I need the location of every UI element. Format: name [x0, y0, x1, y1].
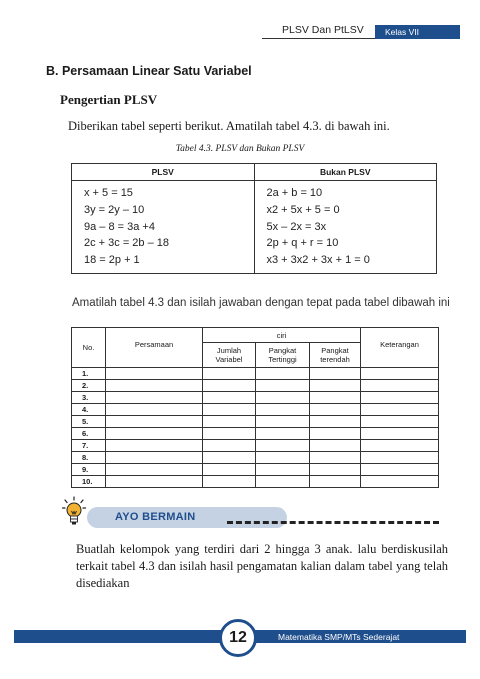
bukan-plsv-equation: 2p + q + r = 10 — [266, 237, 339, 250]
col-pangkat-terendah: Pangkat terendah — [310, 343, 361, 368]
answer-cell[interactable] — [203, 428, 256, 440]
answer-cell[interactable] — [361, 440, 439, 452]
answer-cell[interactable] — [310, 440, 361, 452]
answer-cell[interactable] — [203, 380, 256, 392]
row-number: 6. — [72, 428, 106, 440]
answer-cell[interactable] — [361, 416, 439, 428]
answer-cell[interactable] — [361, 428, 439, 440]
answer-cell[interactable] — [106, 476, 203, 488]
plsv-equation: 3y = 2y – 10 — [84, 203, 145, 216]
bukan-plsv-header: Bukan PLSV — [254, 164, 437, 181]
row-number: 4. — [72, 404, 106, 416]
bukan-plsv-equation: 2a + b = 10 — [266, 187, 323, 199]
row-number: 1. — [72, 368, 106, 380]
answer-cell[interactable] — [106, 440, 203, 452]
answer-cell[interactable] — [310, 416, 361, 428]
answer-cell[interactable] — [361, 368, 439, 380]
answer-cell[interactable] — [106, 428, 203, 440]
answer-cell[interactable] — [310, 464, 361, 476]
row-number: 10. — [72, 476, 106, 488]
col-keterangan: Keterangan — [361, 328, 439, 368]
col-jumlah-variabel: Jumlah Variabel — [203, 343, 256, 368]
table-row — [72, 392, 439, 404]
bukan-plsv-equation: x2 + 5x + 5 = 0 — [266, 203, 340, 216]
bukan-plsv-equation: 5x – 2x = 3x — [266, 220, 327, 233]
plsv-equation: x + 5 = 15 — [84, 187, 133, 199]
bukan-plsv-equation: x3 + 3x2 + 3x + 1 = 0 — [266, 254, 370, 267]
answer-cell[interactable] — [361, 452, 439, 464]
table-row — [72, 452, 439, 464]
answer-cell[interactable] — [203, 368, 256, 380]
answer-cell[interactable] — [256, 416, 310, 428]
answer-cell[interactable] — [256, 452, 310, 464]
answer-cell[interactable] — [256, 440, 310, 452]
answer-cell[interactable] — [310, 476, 361, 488]
lightbulb-icon — [62, 496, 86, 528]
answer-cell[interactable] — [361, 380, 439, 392]
answer-cell[interactable] — [203, 404, 256, 416]
intro-paragraph: Diberikan tabel seperti berikut. Amatilah tabel 4.3. di bawah ini. — [68, 119, 390, 133]
page-header — [0, 22, 480, 42]
answer-cell[interactable] — [310, 380, 361, 392]
answer-cell[interactable] — [203, 476, 256, 488]
row-number: 2. — [72, 380, 106, 392]
plsv-equation: 9a – 8 = 3a +4 — [84, 220, 155, 233]
plsv-list — [72, 181, 255, 274]
page-number: 12 — [219, 619, 257, 657]
answer-cell[interactable] — [256, 380, 310, 392]
plsv-equation: 18 = 2p + 1 — [84, 254, 140, 267]
ayo-bermain-banner — [62, 496, 442, 534]
table-row — [72, 380, 439, 392]
table-row — [72, 476, 439, 488]
col-no: No. — [72, 328, 106, 368]
table-caption: Tabel 4.3. PLSV dan Bukan PLSV — [175, 144, 305, 154]
answer-cell[interactable] — [361, 476, 439, 488]
answer-cell[interactable] — [106, 404, 203, 416]
answer-cell[interactable] — [256, 428, 310, 440]
section-title: B. Persamaan Linear Satu Variabel — [46, 64, 252, 78]
answer-cell[interactable] — [310, 404, 361, 416]
col-persamaan: Persamaan — [106, 328, 203, 368]
answer-cell[interactable] — [256, 404, 310, 416]
table-row — [72, 416, 439, 428]
table-row — [72, 404, 439, 416]
answer-cell[interactable] — [256, 368, 310, 380]
bukan-plsv-list — [254, 181, 437, 274]
answer-cell[interactable] — [203, 452, 256, 464]
answer-cell[interactable] — [256, 464, 310, 476]
plsv-equation: 2c + 3c = 2b – 18 — [84, 237, 170, 250]
answer-cell[interactable] — [361, 392, 439, 404]
answer-cell[interactable] — [310, 368, 361, 380]
plsv-table — [71, 163, 437, 274]
answer-cell[interactable] — [106, 464, 203, 476]
table-row — [72, 440, 439, 452]
answer-cell[interactable] — [106, 368, 203, 380]
answer-cell[interactable] — [256, 392, 310, 404]
answer-cell[interactable] — [106, 380, 203, 392]
instruction-text: Amatilah tabel 4.3 dan isilah jawaban dengan tepat pada tabel dibawah ini — [72, 297, 450, 309]
row-number: 3. — [72, 392, 106, 404]
row-number: 8. — [72, 452, 106, 464]
col-ciri: ciri — [203, 328, 361, 343]
activity-paragraph: Buatlah kelompok yang terdiri dari 2 hingga 3 anak. lalu berdiskusilah terkait tabel 4.3 dan isilah hasil pengamatan kalian dalam tabel yang telah disediakan — [76, 542, 448, 590]
answer-cell[interactable] — [203, 416, 256, 428]
row-number: 5. — [72, 416, 106, 428]
table-row — [72, 368, 439, 380]
answer-cell[interactable] — [361, 404, 439, 416]
table-row — [72, 428, 439, 440]
header-title: PLSV Dan PtLSV — [282, 24, 364, 36]
table-row — [72, 464, 439, 476]
ayo-label: AYO BERMAIN — [115, 511, 196, 523]
answer-cell[interactable] — [310, 392, 361, 404]
row-number: 7. — [72, 440, 106, 452]
answer-table — [71, 327, 439, 488]
answer-cell[interactable] — [310, 428, 361, 440]
col-pangkat-tertinggi: Pangkat Tertinggi — [256, 343, 310, 368]
plsv-header: PLSV — [72, 164, 255, 181]
answer-cell[interactable] — [256, 476, 310, 488]
answer-cell[interactable] — [106, 452, 203, 464]
answer-cell[interactable] — [310, 452, 361, 464]
answer-cell[interactable] — [203, 464, 256, 476]
footer-book-title: Matematika SMP/MTs Sederajat — [278, 632, 400, 642]
dashed-divider — [227, 521, 439, 524]
answer-cell[interactable] — [361, 464, 439, 476]
row-number: 9. — [72, 464, 106, 476]
answer-cell[interactable] — [203, 392, 256, 404]
class-badge: Kelas VII — [375, 25, 460, 39]
answer-cell[interactable] — [106, 392, 203, 404]
answer-cell[interactable] — [106, 416, 203, 428]
subsection-title: Pengertian PLSV — [60, 92, 158, 107]
answer-cell[interactable] — [203, 440, 256, 452]
